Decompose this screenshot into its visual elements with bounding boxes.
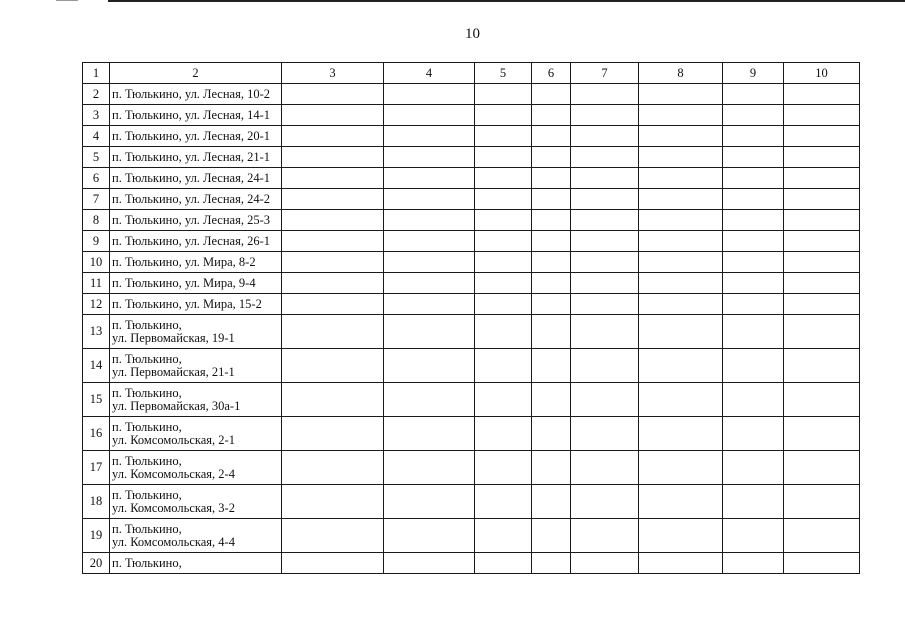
empty-cell-col-6 [532,84,571,105]
empty-cell-col-4 [384,349,475,383]
empty-cell-col-4 [384,147,475,168]
address-cell [110,383,282,417]
empty-cell-col-7 [571,417,639,451]
empty-cell-col-5 [475,189,532,210]
empty-cell-col-5 [475,126,532,147]
address-line: п. Тюлькино, [112,317,182,332]
empty-cell-col-4 [384,294,475,315]
empty-cell-col-3 [282,294,384,315]
address-line: п. Тюлькино, ул. Лесная, 14-1 [112,107,271,122]
empty-cell-col-9 [723,189,784,210]
address-cell [110,252,282,273]
empty-cell-col-9 [723,349,784,383]
empty-cell-col-7 [571,147,639,168]
address-line: ул. Комсомольская, 4-4 [112,534,235,549]
empty-cell-col-3 [282,189,384,210]
empty-cell-col-8 [639,417,723,451]
empty-cell-col-9 [723,168,784,189]
row-number-cell: 14 [83,349,110,383]
address-cell [110,553,282,574]
address-line: п. Тюлькино, ул. Лесная, 24-2 [112,191,271,206]
empty-cell-col-6 [532,231,571,252]
empty-cell-col-6 [532,451,571,485]
empty-cell-col-3 [282,210,384,231]
address-cell [110,189,282,210]
empty-cell-col-3 [282,349,384,383]
row-number-cell: 9 [83,231,110,252]
table-row [83,451,860,485]
empty-cell-col-5 [475,273,532,294]
row-number-cell: 2 [83,84,110,105]
row-number-cell: 11 [83,273,110,294]
empty-cell-col-8 [639,231,723,252]
address-line: ул. Первомайская, 30а-1 [112,398,241,413]
address-cell [110,105,282,126]
header-cell-5: 5 [475,63,532,84]
address-line: п. Тюлькино, [112,419,182,434]
empty-cell-col-9 [723,231,784,252]
empty-cell-col-3 [282,84,384,105]
empty-cell-col-5 [475,105,532,126]
empty-cell-col-4 [384,383,475,417]
header-cell-1: 1 [83,63,110,84]
header-cell-6: 6 [532,63,571,84]
empty-cell-col-3 [282,168,384,189]
row-number-cell: 12 [83,294,110,315]
empty-cell-col-4 [384,210,475,231]
empty-cell-col-5 [475,451,532,485]
table-row [83,294,860,315]
empty-cell-col-3 [282,252,384,273]
empty-cell-col-9 [723,294,784,315]
empty-cell-col-4 [384,126,475,147]
address-line: ул. Комсомольская, 3-2 [112,500,235,515]
empty-cell-col-4 [384,273,475,294]
empty-cell-col-7 [571,349,639,383]
empty-cell-col-7 [571,105,639,126]
empty-cell-col-9 [723,485,784,519]
address-line: ул. Комсомольская, 2-4 [112,466,235,481]
empty-cell-col-7 [571,210,639,231]
address-line: п. Тюлькино, [112,351,182,366]
empty-cell-col-3 [282,383,384,417]
empty-cell-col-10 [784,84,860,105]
empty-cell-col-9 [723,126,784,147]
empty-cell-col-3 [282,315,384,349]
empty-cell-col-8 [639,84,723,105]
address-cell [110,210,282,231]
empty-cell-col-5 [475,349,532,383]
header-cell-10: 10 [784,63,860,84]
address-line: п. Тюлькино, [112,555,182,570]
empty-cell-col-7 [571,294,639,315]
empty-cell-col-5 [475,485,532,519]
address-line: п. Тюлькино, [112,521,182,536]
empty-cell-col-4 [384,553,475,574]
row-number-cell: 7 [83,189,110,210]
empty-cell-col-6 [532,315,571,349]
address-cell [110,451,282,485]
empty-cell-col-8 [639,349,723,383]
empty-cell-col-8 [639,553,723,574]
empty-cell-col-8 [639,294,723,315]
empty-cell-col-4 [384,168,475,189]
table-row [83,210,860,231]
empty-cell-col-3 [282,273,384,294]
row-number-cell: 8 [83,210,110,231]
address-line: п. Тюлькино, ул. Лесная, 25-3 [112,212,271,227]
empty-cell-col-6 [532,417,571,451]
empty-cell-col-8 [639,105,723,126]
empty-cell-col-10 [784,451,860,485]
empty-cell-col-5 [475,417,532,451]
table-row [83,168,860,189]
empty-cell-col-10 [784,126,860,147]
empty-cell-col-5 [475,553,532,574]
empty-cell-col-10 [784,519,860,553]
empty-cell-col-10 [784,273,860,294]
empty-cell-col-3 [282,417,384,451]
empty-cell-col-10 [784,231,860,252]
empty-cell-col-5 [475,231,532,252]
table-row [83,84,860,105]
header-cell-9: 9 [723,63,784,84]
empty-cell-col-10 [784,417,860,451]
empty-cell-col-5 [475,519,532,553]
address-line: п. Тюлькино, ул. Лесная, 26-1 [112,233,271,248]
address-line: п. Тюлькино, ул. Лесная, 20-1 [112,128,271,143]
table-row [83,315,860,349]
empty-cell-col-7 [571,252,639,273]
page-number: 10 [465,26,480,42]
empty-cell-col-6 [532,485,571,519]
row-number-cell: 17 [83,451,110,485]
address-cell [110,485,282,519]
empty-cell-col-6 [532,168,571,189]
empty-cell-col-9 [723,315,784,349]
address-line: п. Тюлькино, ул. Лесная, 10-2 [112,86,271,101]
row-number-cell: 20 [83,553,110,574]
empty-cell-col-10 [784,294,860,315]
empty-cell-col-8 [639,210,723,231]
table-row [83,417,860,451]
table-row [83,126,860,147]
empty-cell-col-9 [723,519,784,553]
empty-cell-col-9 [723,105,784,126]
row-number-cell: 15 [83,383,110,417]
empty-cell-col-6 [532,383,571,417]
empty-cell-col-7 [571,189,639,210]
empty-cell-col-4 [384,417,475,451]
empty-cell-col-4 [384,84,475,105]
address-cell [110,147,282,168]
empty-cell-col-10 [784,168,860,189]
header-cell-8: 8 [639,63,723,84]
empty-cell-col-6 [532,519,571,553]
address-cell [110,315,282,349]
table-row [83,485,860,519]
table-header-row [83,63,860,84]
empty-cell-col-3 [282,553,384,574]
empty-cell-col-5 [475,252,532,273]
empty-cell-col-8 [639,315,723,349]
empty-cell-col-5 [475,294,532,315]
empty-cell-col-9 [723,84,784,105]
empty-cell-col-3 [282,105,384,126]
empty-cell-col-5 [475,84,532,105]
empty-cell-col-9 [723,553,784,574]
table-row [83,349,860,383]
header-cell-2: 2 [110,63,282,84]
empty-cell-col-10 [784,210,860,231]
address-line: п. Тюлькино, [112,453,182,468]
header-cell-4: 4 [384,63,475,84]
empty-cell-col-5 [475,147,532,168]
empty-cell-col-10 [784,349,860,383]
address-line: п. Тюлькино, ул. Лесная, 21-1 [112,149,271,164]
empty-cell-col-9 [723,417,784,451]
empty-cell-col-4 [384,105,475,126]
header-cell-7: 7 [571,63,639,84]
table-row [83,383,860,417]
row-number-cell: 13 [83,315,110,349]
empty-cell-col-5 [475,315,532,349]
empty-cell-col-8 [639,451,723,485]
empty-cell-col-4 [384,451,475,485]
empty-cell-col-6 [532,189,571,210]
row-number-cell: 18 [83,485,110,519]
address-line: ул. Первомайская, 19-1 [112,330,235,345]
header-cell-3: 3 [282,63,384,84]
empty-cell-col-10 [784,383,860,417]
empty-cell-col-6 [532,147,571,168]
empty-cell-col-7 [571,519,639,553]
row-number-cell: 3 [83,105,110,126]
table-row [83,231,860,252]
address-line: п. Тюлькино, ул. Мира, 9-4 [112,275,256,290]
empty-cell-col-8 [639,147,723,168]
empty-cell-col-7 [571,231,639,252]
empty-cell-col-7 [571,383,639,417]
table-row [83,147,860,168]
empty-cell-col-8 [639,189,723,210]
address-cell [110,84,282,105]
empty-cell-col-3 [282,231,384,252]
empty-cell-col-7 [571,485,639,519]
empty-cell-col-4 [384,189,475,210]
row-number-cell: 4 [83,126,110,147]
empty-cell-col-6 [532,273,571,294]
address-cell [110,417,282,451]
address-line: п. Тюлькино, ул. Мира, 15-2 [112,296,262,311]
address-line: п. Тюлькино, ул. Лесная, 24-1 [112,170,271,185]
empty-cell-col-4 [384,252,475,273]
empty-cell-col-3 [282,519,384,553]
scan-edge-mark [56,0,78,1]
address-register-table [82,62,860,574]
row-number-cell: 6 [83,168,110,189]
empty-cell-col-5 [475,168,532,189]
table-row [83,252,860,273]
row-number-cell: 5 [83,147,110,168]
empty-cell-col-7 [571,553,639,574]
row-number-cell: 10 [83,252,110,273]
table-row [83,189,860,210]
empty-cell-col-9 [723,147,784,168]
table-row [83,519,860,553]
address-line: п. Тюлькино, ул. Мира, 8-2 [112,254,256,269]
empty-cell-col-3 [282,147,384,168]
empty-cell-col-4 [384,231,475,252]
address-cell [110,273,282,294]
scan-top-border [108,0,905,2]
empty-cell-col-10 [784,252,860,273]
empty-cell-col-8 [639,519,723,553]
empty-cell-col-6 [532,294,571,315]
address-cell [110,126,282,147]
empty-cell-col-4 [384,315,475,349]
empty-cell-col-10 [784,485,860,519]
empty-cell-col-8 [639,485,723,519]
empty-cell-col-6 [532,105,571,126]
empty-cell-col-9 [723,273,784,294]
empty-cell-col-8 [639,126,723,147]
empty-cell-col-9 [723,252,784,273]
address-line: ул. Первомайская, 21-1 [112,364,235,379]
empty-cell-col-5 [475,383,532,417]
empty-cell-col-10 [784,147,860,168]
address-cell [110,519,282,553]
empty-cell-col-9 [723,451,784,485]
empty-cell-col-10 [784,189,860,210]
empty-cell-col-7 [571,273,639,294]
table-row [83,273,860,294]
table-row [83,553,860,574]
empty-cell-col-4 [384,485,475,519]
table-row [83,105,860,126]
address-cell [110,168,282,189]
address-cell [110,349,282,383]
empty-cell-col-3 [282,485,384,519]
address-line: п. Тюлькино, [112,487,182,502]
row-number-cell: 16 [83,417,110,451]
empty-cell-col-7 [571,315,639,349]
empty-cell-col-4 [384,519,475,553]
empty-cell-col-6 [532,252,571,273]
empty-cell-col-3 [282,451,384,485]
empty-cell-col-10 [784,315,860,349]
address-cell [110,231,282,252]
empty-cell-col-6 [532,126,571,147]
empty-cell-col-8 [639,252,723,273]
empty-cell-col-8 [639,168,723,189]
empty-cell-col-6 [532,349,571,383]
empty-cell-col-9 [723,210,784,231]
empty-cell-col-5 [475,210,532,231]
empty-cell-col-6 [532,210,571,231]
empty-cell-col-3 [282,126,384,147]
address-cell [110,294,282,315]
table-body [83,63,860,574]
empty-cell-col-7 [571,126,639,147]
empty-cell-col-7 [571,451,639,485]
empty-cell-col-10 [784,105,860,126]
empty-cell-col-8 [639,273,723,294]
empty-cell-col-7 [571,84,639,105]
empty-cell-col-6 [532,553,571,574]
address-line: п. Тюлькино, [112,385,182,400]
row-number-cell: 19 [83,519,110,553]
empty-cell-col-7 [571,168,639,189]
empty-cell-col-8 [639,383,723,417]
empty-cell-col-9 [723,383,784,417]
empty-cell-col-10 [784,553,860,574]
address-line: ул. Комсомольская, 2-1 [112,432,235,447]
